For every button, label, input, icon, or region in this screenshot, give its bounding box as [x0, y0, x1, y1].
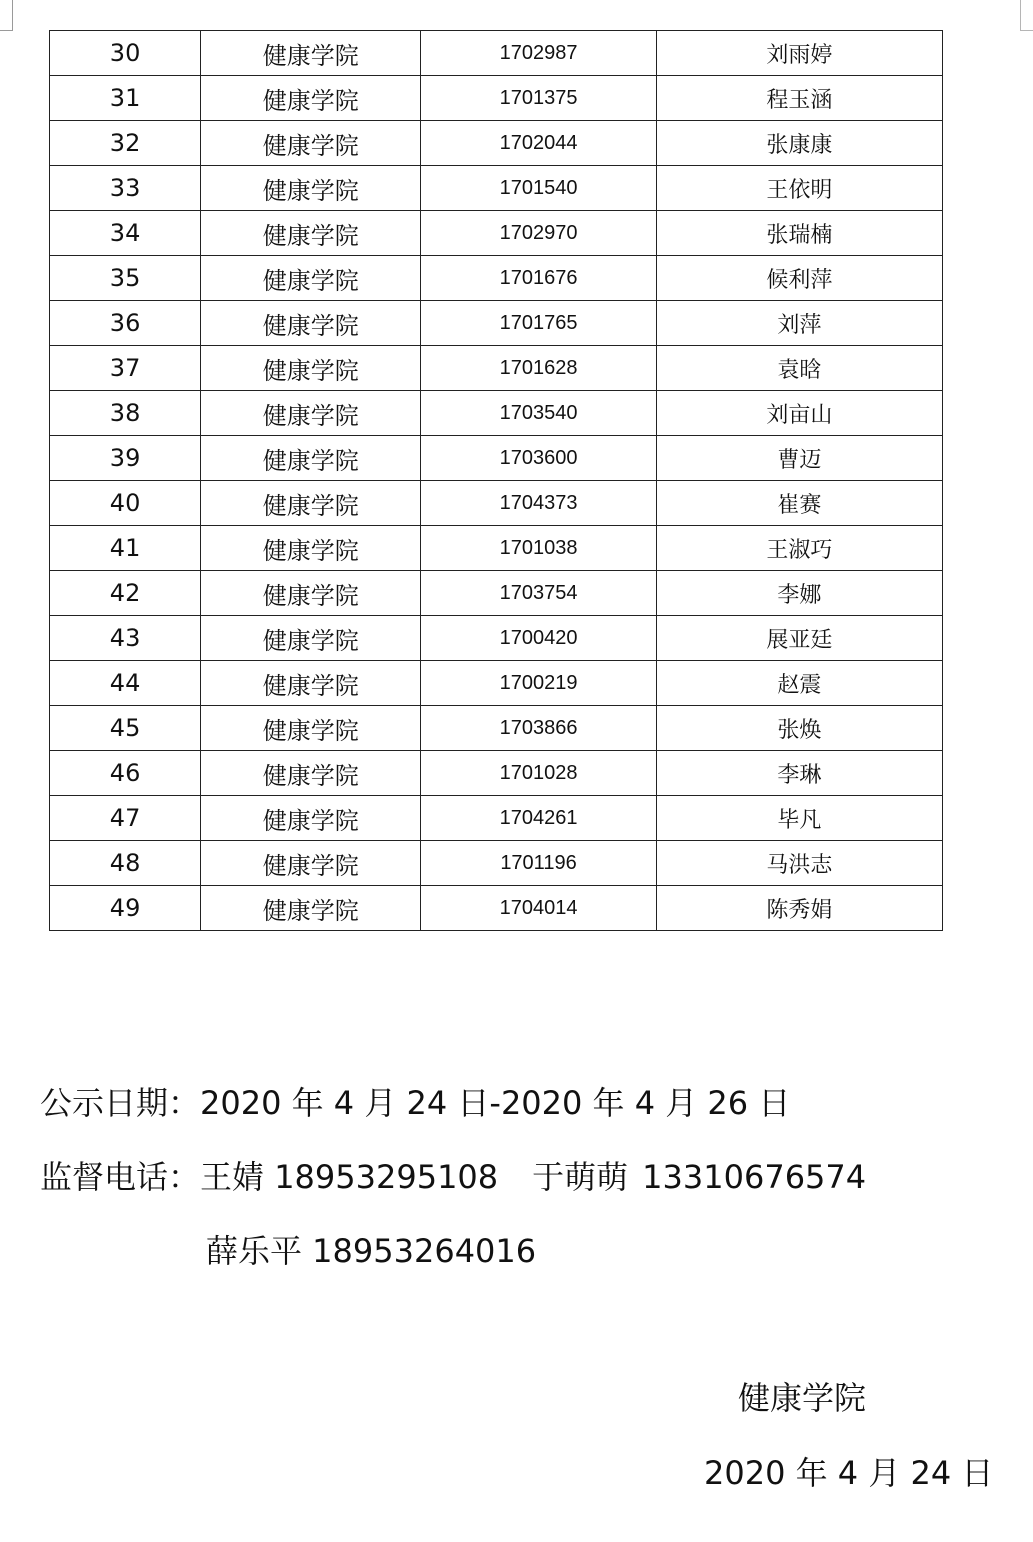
table-row	[50, 256, 943, 301]
table-row	[50, 436, 943, 481]
table-row	[50, 571, 943, 616]
student-id-cell: 1701540	[421, 166, 656, 211]
student-id-cell: 1704014	[421, 886, 656, 931]
table-row	[50, 526, 943, 571]
student-id-cell: 1703600	[421, 436, 656, 481]
student-id-cell: 1703866	[421, 706, 656, 751]
college-cell: 健康学院	[201, 211, 421, 256]
notice-period-line	[40, 1083, 790, 1123]
table-row	[50, 796, 943, 841]
contact-yu-mengmeng: 于萌萌	[532, 1158, 629, 1196]
row-number-cell: 44	[50, 661, 201, 706]
college-cell: 健康学院	[201, 886, 421, 931]
student-id-cell: 1703540	[421, 391, 656, 436]
student-id-cell: 1701765	[421, 301, 656, 346]
notice-phone-label: 监督电话：	[40, 1158, 201, 1196]
contact-xue-leping: 薛乐平 18953264016	[206, 1232, 537, 1270]
student-name-cell: 袁晗	[656, 346, 942, 391]
table-row	[50, 661, 943, 706]
contact-wang-jing: 王婧 18953295108	[200, 1158, 499, 1196]
student-id-cell: 1701676	[421, 256, 656, 301]
student-name-cell: 赵震	[656, 661, 942, 706]
table-row	[50, 121, 943, 166]
college-cell: 健康学院	[201, 751, 421, 796]
student-name-cell: 张瑞楠	[656, 211, 942, 256]
college-cell: 健康学院	[201, 841, 421, 886]
student-name-cell: 张康康	[656, 121, 942, 166]
student-name-cell: 张焕	[656, 706, 942, 751]
table-row	[50, 211, 943, 256]
student-id-cell: 1700420	[421, 616, 656, 661]
table-row	[50, 346, 943, 391]
table-row	[50, 751, 943, 796]
row-number-cell: 45	[50, 706, 201, 751]
student-name-cell: 程玉涵	[656, 76, 942, 121]
row-number-cell: 39	[50, 436, 201, 481]
notice-period-value: 2020 年 4 月 24 日-2020 年 4 月 26 日	[200, 1084, 791, 1122]
notice-phone-line	[40, 1157, 866, 1197]
college-cell: 健康学院	[201, 436, 421, 481]
student-name-cell: 王依明	[656, 166, 942, 211]
student-roster-table	[49, 30, 943, 931]
table-row	[50, 841, 943, 886]
student-name-cell: 曹迈	[656, 436, 942, 481]
student-name-cell: 刘萍	[656, 301, 942, 346]
table-row	[50, 481, 943, 526]
row-number-cell: 49	[50, 886, 201, 931]
college-cell: 健康学院	[201, 391, 421, 436]
table-row	[50, 616, 943, 661]
table-row	[50, 886, 943, 931]
contact-yu-mengmeng-phone: 13310676574	[642, 1158, 867, 1196]
row-number-cell: 47	[50, 796, 201, 841]
row-number-cell: 43	[50, 616, 201, 661]
table-row	[50, 76, 943, 121]
college-cell: 健康学院	[201, 31, 421, 76]
student-name-cell: 李琳	[656, 751, 942, 796]
page-corner-mark	[0, 0, 13, 31]
table-row	[50, 391, 943, 436]
student-name-cell: 李娜	[656, 571, 942, 616]
student-id-cell: 1703754	[421, 571, 656, 616]
college-cell: 健康学院	[201, 526, 421, 571]
student-name-cell: 陈秀娟	[656, 886, 942, 931]
student-id-cell: 1700219	[421, 661, 656, 706]
college-cell: 健康学院	[201, 616, 421, 661]
college-cell: 健康学院	[201, 706, 421, 751]
row-number-cell: 42	[50, 571, 201, 616]
student-name-cell: 马洪志	[656, 841, 942, 886]
student-name-cell: 王淑巧	[656, 526, 942, 571]
student-id-cell: 1701628	[421, 346, 656, 391]
row-number-cell: 40	[50, 481, 201, 526]
college-cell: 健康学院	[201, 76, 421, 121]
college-cell: 健康学院	[201, 661, 421, 706]
college-cell: 健康学院	[201, 346, 421, 391]
student-name-cell: 刘亩山	[656, 391, 942, 436]
student-name-cell: 崔赛	[656, 481, 942, 526]
roster-table-body	[50, 31, 943, 931]
student-id-cell: 1701028	[421, 751, 656, 796]
row-number-cell: 34	[50, 211, 201, 256]
college-cell: 健康学院	[201, 571, 421, 616]
student-name-cell: 刘雨婷	[656, 31, 942, 76]
notice-period-label: 公示日期：	[40, 1084, 201, 1122]
signature-college: 健康学院	[738, 1379, 867, 1417]
row-number-cell: 36	[50, 301, 201, 346]
student-id-cell: 1702987	[421, 31, 656, 76]
row-number-cell: 32	[50, 121, 201, 166]
college-cell: 健康学院	[201, 481, 421, 526]
student-id-cell: 1701196	[421, 841, 656, 886]
student-id-cell: 1702970	[421, 211, 656, 256]
table-row	[50, 31, 943, 76]
signature-date: 2020 年 4 月 24 日	[704, 1454, 994, 1492]
row-number-cell: 30	[50, 31, 201, 76]
row-number-cell: 48	[50, 841, 201, 886]
notice-phone-line-2	[40, 1231, 536, 1271]
row-number-cell: 37	[50, 346, 201, 391]
table-row	[50, 301, 943, 346]
student-id-cell: 1704373	[421, 481, 656, 526]
row-number-cell: 33	[50, 166, 201, 211]
row-number-cell: 41	[50, 526, 201, 571]
student-name-cell: 展亚廷	[656, 616, 942, 661]
row-number-cell: 38	[50, 391, 201, 436]
student-name-cell: 毕凡	[656, 796, 942, 841]
college-cell: 健康学院	[201, 796, 421, 841]
college-cell: 健康学院	[201, 256, 421, 301]
row-number-cell: 35	[50, 256, 201, 301]
college-cell: 健康学院	[201, 301, 421, 346]
student-id-cell: 1701038	[421, 526, 656, 571]
table-row	[50, 706, 943, 751]
college-cell: 健康学院	[201, 166, 421, 211]
table-row	[50, 166, 943, 211]
student-id-cell: 1704261	[421, 796, 656, 841]
student-name-cell: 候利萍	[656, 256, 942, 301]
row-number-cell: 31	[50, 76, 201, 121]
college-cell: 健康学院	[201, 121, 421, 166]
row-number-cell: 46	[50, 751, 201, 796]
student-id-cell: 1702044	[421, 121, 656, 166]
page-corner-mark-right	[1020, 0, 1033, 31]
student-id-cell: 1701375	[421, 76, 656, 121]
